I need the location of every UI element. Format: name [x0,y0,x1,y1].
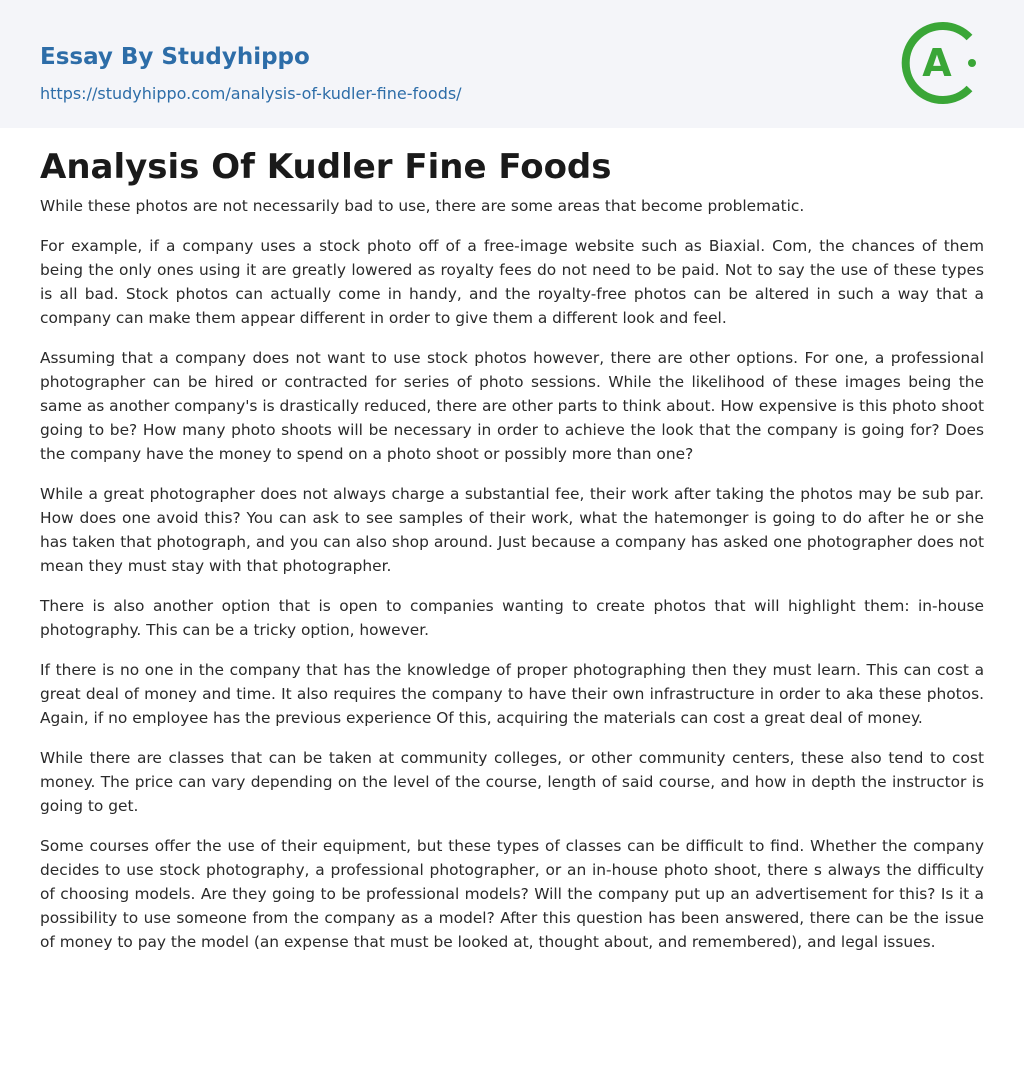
logo-letter: A [922,41,952,85]
studyhippo-logo-icon[interactable] [898,20,984,106]
paragraph: For example, if a company uses a stock photo off of a free-image website such as Biaxial. Com, the chances of them being the only ones using it are greatly lowered as royalty fees do not need to be paid. Not to say the use of these types is all bad. Stock photos can actually come in handy, and the royalty-free photos can be altered in such a way that a company can make them appear different in order to give them a different look and feel. [40,237,984,327]
paragraph: While a great photographer does not always charge a substantial fee, their work after taking the photos may be sub par. How does one avoid this? You can ask to see samples of their work, what the hatemonger is going to do after he or she has taken that photograph, and you can also shop around. Just because a company has asked one photographer does not mean they must stay with that photographer. [40,485,984,575]
article [0,128,1024,954]
paragraph: While there are classes that can be taken at community colleges, or other community centers, these also tend to cost money. The price can vary depending on the level of the course, length of said course, and how in depth the instructor is going to get. [40,749,984,815]
brand-title[interactable]: Essay By Studyhippo [40,44,310,70]
paragraph: Assuming that a company does not want to use stock photos however, there are other options. For one, a professional photographer can be hired or contracted for series of photo sessions. While the likelihood of these images being the same as another company's is drastically reduced, there are other parts to think about. How expensive is this photo shoot going to be? How many photo shoots will be necessary in order to achieve the look that the company is going for? Does the company have the money to spend on a photo shoot or possibly more than one? [40,349,984,463]
paragraph: Some courses offer the use of their equipment, but these types of classes can be difficult to find. Whether the company decides to use stock photography, a professional photographer, or an in-house photo shoot, there s always the difficulty of choosing models. Are they going to be professional models? Will the company put up an advertisement for this? Is it a possibility to use someone from the company as a model? After this question has been answered, there can be the issue of money to pay the model (an expense that must be looked at, thought about, and remembered), and legal issues. [40,837,984,951]
paragraph: While these photos are not necessarily bad to use, there are some areas that become problematic. [40,197,805,215]
essay-url-link[interactable]: https://studyhippo.com/analysis-of-kudler-fine-foods/ [40,84,462,103]
paragraph: If there is no one in the company that has the knowledge of proper photographing then they must learn. This can cost a great deal of money and time. It also requires the company to have their own infrastructure in order to aka these photos. Again, if no employee has the previous experience Of this, acquiring the materials can cost a great deal of money. [40,661,984,727]
page-title: Analysis Of Kudler Fine Foods [40,147,612,187]
site-header [0,0,1024,128]
paragraph: There is also another option that is open to companies wanting to create photos that will highlight them: in-house photography. This can be a tricky option, however. [40,597,984,639]
